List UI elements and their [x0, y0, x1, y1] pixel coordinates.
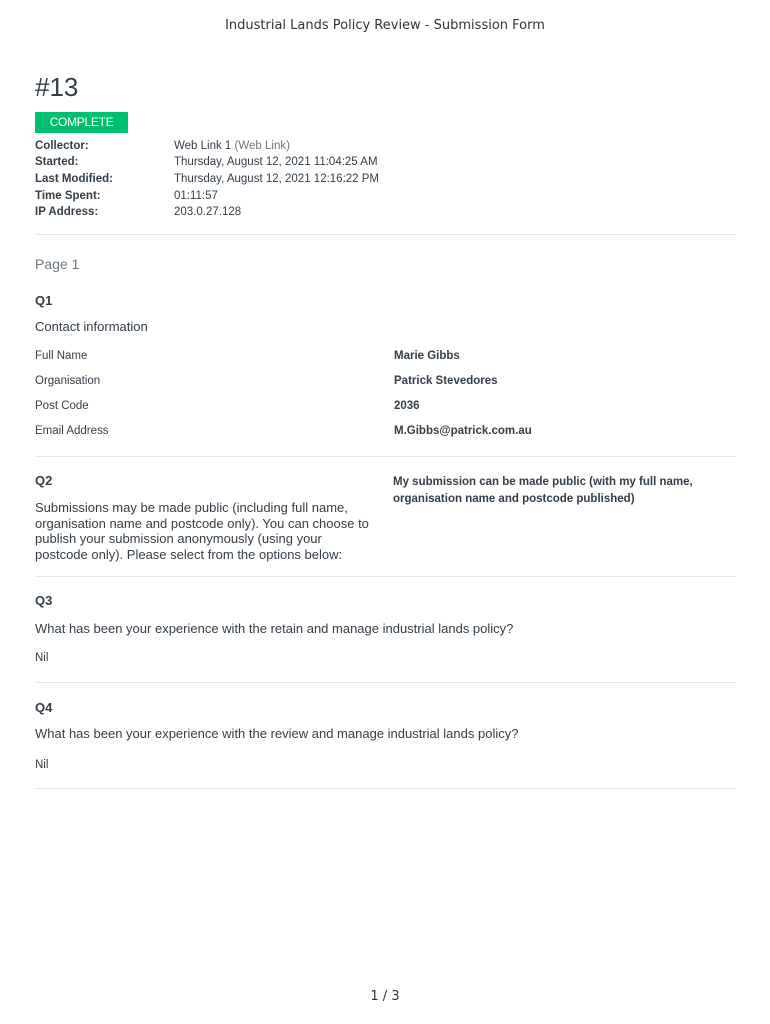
q1-question-text: Contact information [35, 319, 148, 334]
time-spent-value: 01:11:57 [174, 190, 218, 202]
q2-answer-line: organisation name and postcode published) [393, 493, 635, 505]
q1-row-value: 2036 [394, 400, 420, 412]
q2-text-line: Submissions may be made public (including full name, [35, 500, 348, 515]
q1-row-value: Marie Gibbs [394, 350, 460, 362]
divider [35, 234, 736, 235]
response-number: #13 [35, 72, 79, 102]
ip-address-label: IP Address: [35, 206, 99, 218]
divider [35, 576, 736, 577]
q3-question-text: What has been your experience with the retain and manage industrial lands policy? [35, 621, 514, 636]
status-badge: COMPLETE [35, 112, 128, 133]
divider [35, 788, 736, 789]
q4-number: Q4 [35, 700, 53, 715]
q1-row-label: Full Name [35, 350, 88, 362]
collector-type: (Web Link) [234, 140, 290, 152]
q4-question-text: What has been your experience with the review and manage industrial lands policy? [35, 726, 519, 741]
started-label: Started: [35, 156, 79, 168]
divider [35, 682, 736, 683]
collector-label: Collector: [35, 140, 89, 152]
time-spent-label: Time Spent: [35, 190, 101, 202]
last-modified-label: Last Modified: [35, 173, 113, 185]
q1-number: Q1 [35, 293, 53, 308]
q2-answer [393, 474, 733, 508]
q3-answer: Nil [35, 652, 49, 664]
q1-row-label: Organisation [35, 375, 101, 387]
q1-row-label: Email Address [35, 425, 109, 437]
started-value: Thursday, August 12, 2021 11:04:25 AM [174, 156, 378, 168]
q1-row-label: Post Code [35, 400, 89, 412]
last-modified-value: Thursday, August 12, 2021 12:16:22 PM [174, 173, 380, 185]
q2-question-text [35, 500, 369, 562]
collector-name: Web Link 1 [174, 140, 232, 152]
q2-text-line: publish your submission anonymously (using your [35, 531, 322, 546]
q3-number: Q3 [35, 593, 53, 608]
q1-row-value: M.Gibbs@patrick.com.au [394, 425, 532, 437]
q4-answer: Nil [35, 759, 49, 771]
q2-number: Q2 [35, 473, 53, 488]
q2-answer-line: My submission can be made public (with my full name, [393, 476, 693, 488]
divider [35, 456, 736, 457]
q2-text-line: postcode only). Please select from the options below: [35, 546, 343, 562]
page-footer: 1 / 3 [370, 989, 400, 1004]
collector-value [174, 140, 290, 152]
document-header-title: Industrial Lands Policy Review - Submission Form [225, 18, 545, 33]
q1-row-value: Patrick Stevedores [394, 375, 498, 387]
ip-address-value: 203.0.27.128 [174, 206, 242, 218]
page-label: Page 1 [35, 256, 80, 272]
q2-text-line: organisation name and postcode only). You can choose to [35, 515, 369, 531]
